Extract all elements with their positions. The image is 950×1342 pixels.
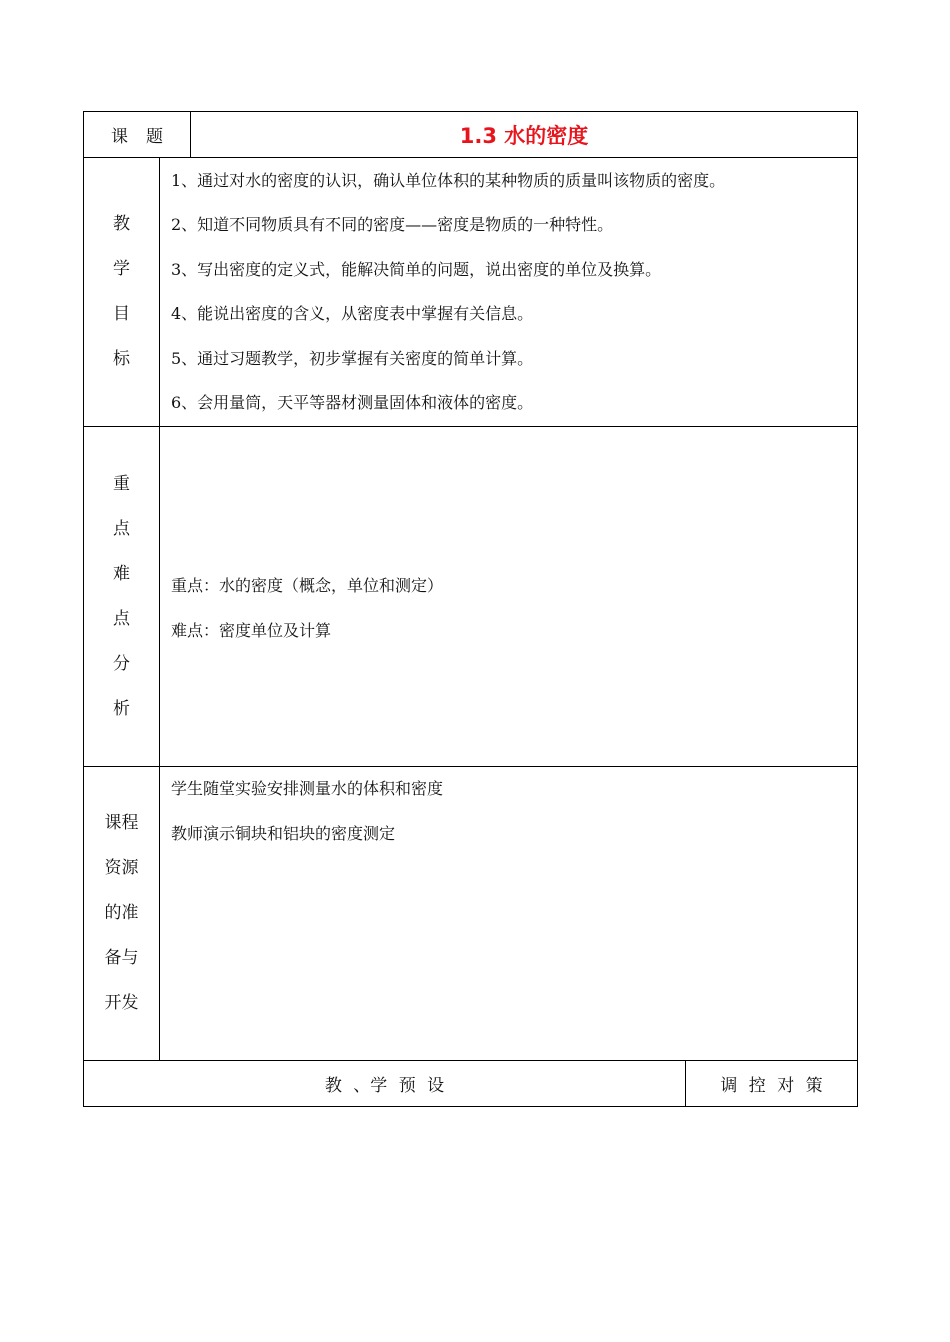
- objectives-label-char: 学: [113, 259, 130, 279]
- objectives-label-char: 目: [113, 304, 130, 324]
- resource-item: 学生随堂实验安排测量水的体积和密度: [171, 779, 444, 798]
- objective-item: 5、通过习题教学，初步掌握有关密度的简单计算。: [171, 348, 534, 368]
- resources-label-line: 资源: [104, 858, 139, 878]
- key-points-label-char: 点: [113, 608, 130, 629]
- key-points-label: [84, 427, 160, 767]
- objective-item: 6、会用量筒，天平等器材测量固体和液体的密度。: [171, 393, 534, 412]
- resources-row: [84, 767, 858, 1061]
- objectives-row: [84, 158, 858, 427]
- key-points-content: [160, 427, 858, 767]
- objective-item: 2、知道不同物质具有不同的密度——密度是物质的一种特性。: [171, 215, 614, 234]
- resources-label-line: 的准: [104, 903, 139, 923]
- key-points-label-char: 分: [113, 653, 130, 674]
- resources-label-line: 备与: [104, 948, 139, 968]
- resources-label-line: 课程: [104, 813, 139, 833]
- key-point-text: 重点：水的密度（概念，单位和测定）: [171, 576, 444, 595]
- key-points-label-char: 点: [113, 518, 130, 539]
- objectives-label-char: 教: [113, 214, 130, 234]
- adjustment-strategy-header: 调 控 对 策: [686, 1061, 858, 1107]
- difficulty-text: 难点：密度单位及计算: [171, 620, 332, 640]
- resources-label-line: 开发: [104, 993, 139, 1013]
- objective-item: 4、能说出密度的含义，从密度表中掌握有关信息。: [171, 304, 534, 323]
- key-points-row: [84, 427, 858, 767]
- lesson-plan-table: [83, 111, 858, 1107]
- objectives-label-char: 标: [113, 349, 130, 369]
- objectives-content: [160, 158, 858, 427]
- resource-item: 教师演示铜块和铝块的密度测定: [171, 823, 396, 843]
- resources-label: [84, 767, 160, 1061]
- objective-item: 1、通过对水的密度的认识，确认单位体积的某种物质的质量叫该物质的密度。: [171, 170, 726, 190]
- lesson-title: 1.3 水的密度: [191, 112, 858, 158]
- objectives-label: [84, 158, 160, 427]
- topic-label: 课题: [84, 112, 191, 158]
- footer-row: [84, 1061, 858, 1107]
- title-row: [84, 112, 858, 158]
- resources-content: [160, 767, 858, 1061]
- key-points-label-char: 难: [113, 563, 130, 584]
- key-points-label-char: 析: [113, 698, 130, 719]
- objective-item: 3、写出密度的定义式，能解决简单的问题，说出密度的单位及换算。: [171, 259, 662, 279]
- key-points-label-char: 重: [113, 473, 130, 494]
- teaching-preset-header: 教 、学 预 设: [84, 1061, 686, 1107]
